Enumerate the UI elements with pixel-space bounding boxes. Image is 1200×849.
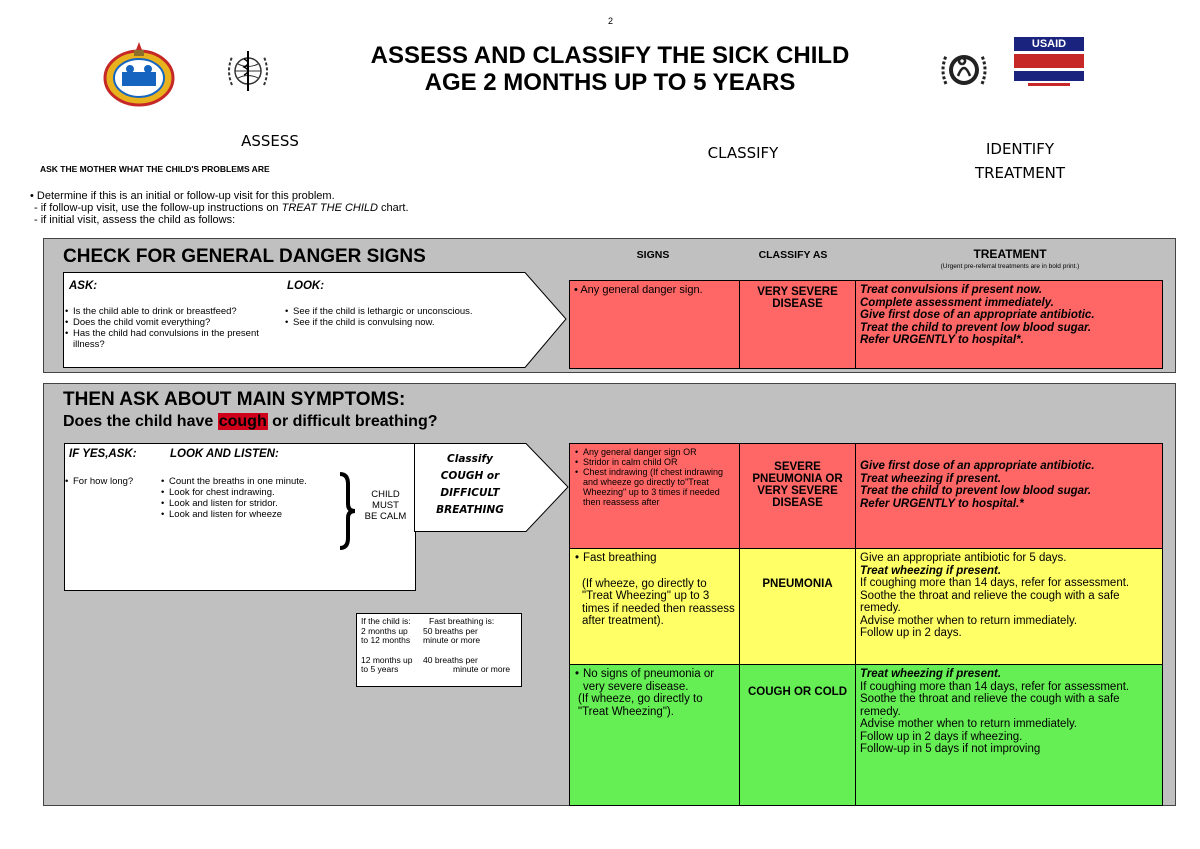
cough-question (63, 413, 437, 431)
rate-age: to 12 months (361, 635, 411, 645)
assess-header: ASSESS (241, 132, 299, 150)
rate-age: 12 months up (361, 654, 413, 665)
usaid-stripe (1014, 54, 1084, 68)
ministry-of-health-logo (103, 40, 175, 110)
treatment-item: Advise mother when to return immediately. (860, 614, 1078, 627)
treatment-item: Give first dose of an appropriate antibiotic. (860, 309, 1095, 321)
sign-item: • No signs of pneumonia or very severe disease. (574, 668, 736, 693)
danger-signs-cell: • Any general danger sign. (569, 280, 740, 369)
rate-age: 2 months up (361, 625, 408, 636)
calm-line: MUST (372, 500, 399, 511)
rate-value: 40 breaths per (423, 654, 478, 665)
calm-line: BE CALM (364, 511, 407, 522)
treatment-item: Treat wheezing if present. (860, 668, 1002, 680)
look-item: • Look and listen for stridor. (160, 498, 335, 509)
pneumonia-signs-cell (569, 548, 740, 665)
page-title (300, 42, 920, 96)
treatment-item: Follow-up in 5 days if not improving (860, 743, 1041, 755)
danger-sign-text: Any general danger sign. (580, 284, 703, 296)
look-item: • See if the child is lethargic or unconscious. (284, 306, 524, 317)
classify-header: CLASSIFY (707, 144, 779, 162)
cough-question-pre: Does the child have (63, 413, 218, 430)
calm-line: CHILD (371, 489, 400, 500)
very-severe-disease-cell: VERY SEVERE DISEASE (739, 280, 856, 369)
sign-item: • Any general danger sign OR (574, 447, 736, 457)
severe-pneumonia-treatment-cell (855, 443, 1163, 549)
rate-value: 50 breaths per (423, 625, 478, 636)
look-item: • Count the breaths in one minute. (160, 476, 335, 487)
ask-mother-text: ASK THE MOTHER WHAT THE CHILD'S PROBLEMS ARE (40, 164, 270, 174)
treatment-item: Advise mother when to return immediately. (860, 718, 1078, 730)
treatment-item: Soothe the throat and relieve the cough with a safe remedy. (860, 693, 1120, 718)
classify-line: BREATHING (436, 504, 504, 516)
who-logo (222, 45, 274, 97)
rate-value: minute or more (423, 635, 481, 645)
usaid-logo (1014, 37, 1084, 93)
look-and-listen-label: LOOK AND LISTEN: (170, 448, 279, 460)
treatment-item: Follow up in 2 days if wheezing. (860, 730, 1023, 743)
treatment-column-header: TREATMENT (973, 247, 1047, 261)
treatment-item: Soothe the throat and relieve the cough with a safe remedy. (860, 589, 1120, 614)
classify-line: DIFFICULT (440, 487, 500, 499)
look-item: • Look for chest indrawing. (160, 487, 335, 498)
treatment-item: Refer URGENTLY to hospital*. (860, 334, 1024, 346)
cough-question-post: or difficult breathing? (267, 413, 438, 430)
determine-line-3: - if initial visit, assess the child as follows: (34, 214, 236, 226)
treatment-item: Complete assessment immediately. (860, 296, 1054, 309)
cough-look-list (160, 476, 335, 520)
treatment-item: Refer URGENTLY to hospital.* (860, 497, 1024, 510)
unicef-logo (938, 46, 990, 96)
cough-highlight: cough (218, 413, 267, 430)
cough-or-cold-signs-cell (569, 664, 740, 806)
danger-signs-title: CHECK FOR GENERAL DANGER SIGNS (63, 246, 426, 267)
identify-line: IDENTIFY (985, 140, 1055, 158)
classify-line: Classify (447, 453, 493, 465)
determine-line-1: Determine if this is an initial or follow-up visit for this problem. (36, 190, 335, 202)
determine-line-2-pre: - if follow-up visit, use the follow-up instructions on (34, 202, 282, 214)
treatment-item: Treat convulsions if present now. (860, 284, 1043, 296)
treatment-line: TREATMENT (974, 164, 1066, 182)
look-label: LOOK: (287, 280, 325, 292)
rate-head-left: If the child is: (361, 616, 411, 626)
curly-brace-icon (336, 472, 358, 550)
sign-item: • Fast breathing (574, 552, 736, 565)
pneumonia-treatment-cell (855, 548, 1163, 665)
sign-note: (If wheeze, go directly to "Treat Wheezing"). (578, 693, 703, 718)
treatment-item: Treat wheezing if present. (860, 472, 1002, 485)
treatment-note: (Urgent pre-referral treatments are in bold print.) (940, 263, 1080, 270)
cough-or-cold-treatment-cell (855, 664, 1163, 806)
rate-value: minute or more (453, 664, 511, 674)
determine-line-2-post: chart. (377, 202, 409, 214)
severe-pneumonia-cell: SEVERE PNEUMONIA OR VERY SEVERE DISEASE (739, 443, 856, 549)
treatment-item: Give an appropriate antibiotic for 5 days. (860, 552, 1067, 564)
ask-item: • Is the child able to drink or breastfeed? (64, 306, 279, 317)
treatment-item: Give first dose of an appropriate antibiotic. (860, 460, 1095, 472)
identify-treatment-header (955, 137, 1085, 185)
child-must-be-calm (358, 489, 413, 522)
danger-look-list (284, 306, 524, 328)
classify-as-column-header: CLASSIFY AS (758, 249, 828, 261)
main-symptoms-title: THEN ASK ABOUT MAIN SYMPTOMS: (63, 389, 406, 410)
ask-item: • Has the child had convulsions in the present illness? (64, 328, 279, 350)
fast-breathing-rate-box (356, 613, 522, 687)
treatment-item: Follow up in 2 days. (860, 627, 962, 639)
ask-label: ASK: (69, 280, 98, 292)
treatment-item: Treat the child to prevent low blood sugar. (860, 485, 1092, 497)
cough-ask-list (64, 476, 164, 487)
usaid-text: USAID (1014, 37, 1084, 51)
treatment-item: Treat the child to prevent low blood sugar. (860, 321, 1092, 334)
signs-column-header: SIGNS (636, 249, 670, 261)
determine-visit-text: • Determine if this is an initial or follow-up visit for this problem. - if follow-up visit, use the follow-up instructions on TREAT THE CHILD chart. - if initial visit, assess the child as follows: (30, 190, 409, 226)
classify-line: COUGH or (440, 470, 500, 482)
treatment-item: If coughing more than 14 days, refer for assessment. (860, 680, 1130, 693)
sign-note: (If wheeze, go directly to "Treat Wheezing" up to 3 times if needed then reassess after treatment). (582, 577, 735, 627)
classify-cough-label (420, 451, 520, 519)
pneumonia-cell: PNEUMONIA (739, 548, 856, 665)
severe-pneumonia-signs-cell (569, 443, 740, 549)
treatment-item: Treat wheezing if present. (860, 564, 1002, 577)
look-item: • See if the child is convulsing now. (284, 317, 524, 328)
title-line-1: ASSESS AND CLASSIFY THE SICK CHILD (370, 42, 850, 69)
title-line-2: AGE 2 MONTHS UP TO 5 YEARS (424, 69, 796, 96)
page-number: 2 (608, 16, 614, 26)
usaid-band (1014, 71, 1084, 81)
rate-head-right: Fast breathing is: (429, 616, 495, 626)
sign-item: • Stridor in calm child OR (574, 457, 736, 467)
danger-ask-list (64, 306, 279, 350)
ask-item: • For how long? (64, 476, 164, 487)
sign-item: • Chest indrawing (If chest indrawing and wheeze go directly to"Treat Wheezing" up to 3 times if needed then reassess after (574, 467, 736, 507)
look-item: • Look and listen for wheeze (160, 509, 335, 520)
determine-line-2-emph: TREAT THE CHILD (281, 202, 378, 214)
ask-item: • Does the child vomit everything? (64, 317, 279, 328)
treatment-item: If coughing more than 14 days, refer for assessment. (860, 577, 1130, 589)
if-yes-ask-label: IF YES,ASK: (69, 448, 137, 460)
cough-or-cold-cell: COUGH OR COLD (739, 664, 856, 806)
danger-treatment-cell (855, 280, 1163, 369)
rate-age: to 5 years (361, 664, 399, 674)
